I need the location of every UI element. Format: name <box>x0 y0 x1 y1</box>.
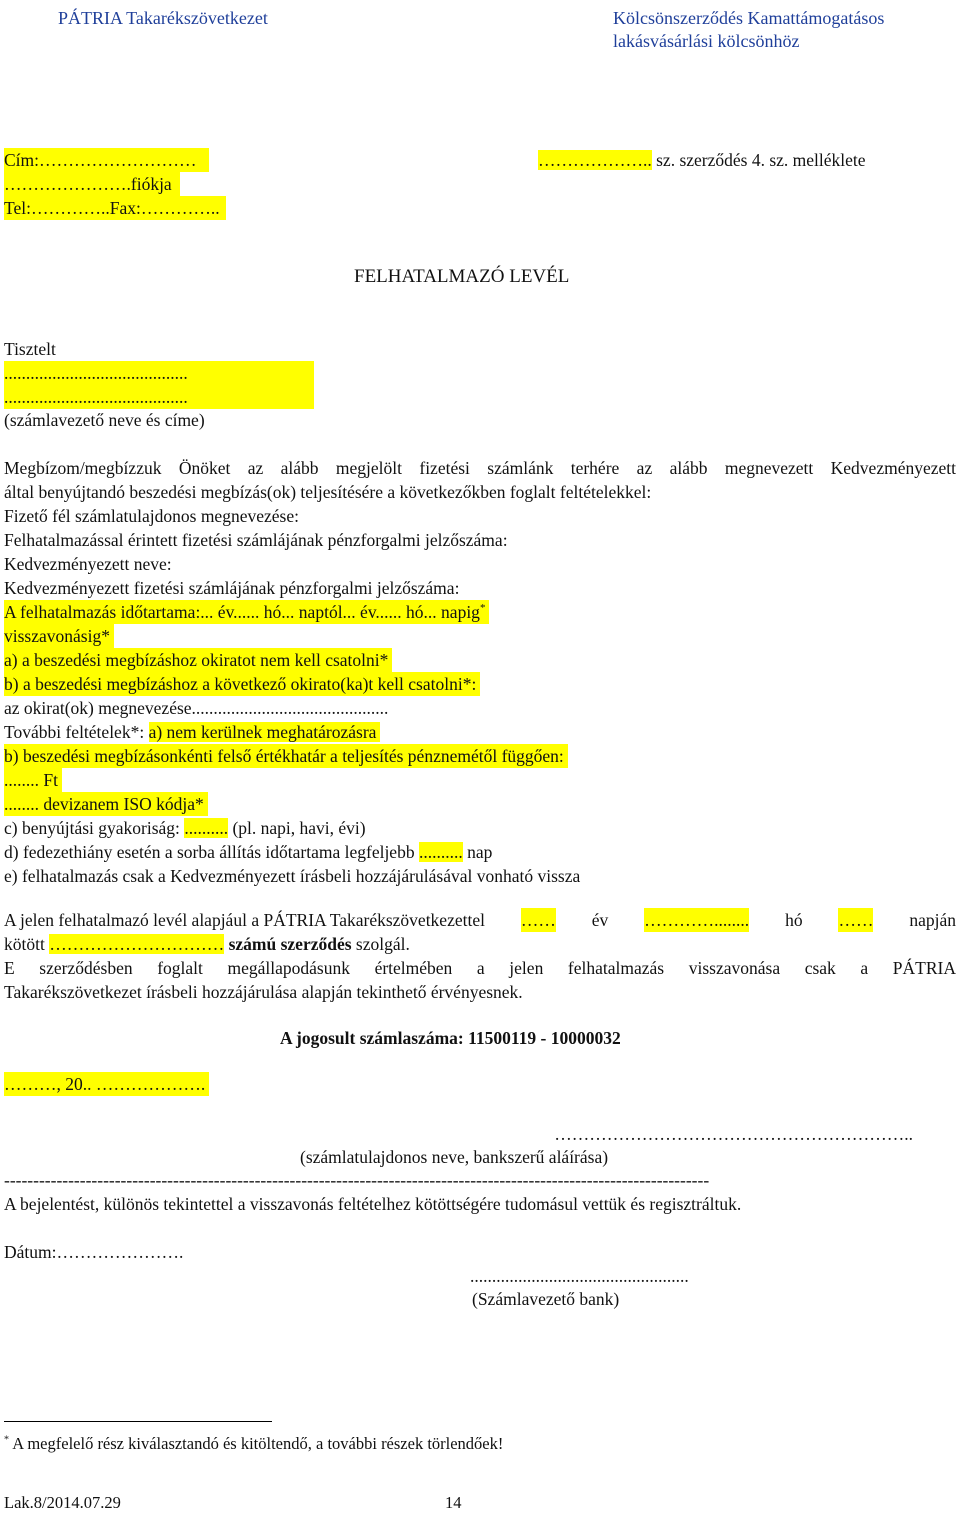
basis-end: szolgál. <box>351 934 410 954</box>
basis-month-blank: …………........ <box>644 910 750 930</box>
further-option-b: b) beszedési megbízásonkénti felső értékhatár a teljesítés pénznemétől függően: <box>4 744 568 768</box>
further-conditions-label: További feltételek*: <box>4 722 149 742</box>
account-holder-label: (számlavezető neve és címe) <box>4 410 205 430</box>
separator-line: ------------------------------------------------------------------------------------------------------------------------- <box>4 1170 710 1190</box>
frequency-blank: .......... <box>184 818 229 838</box>
basis-contract-label: számú szerződés <box>224 934 352 954</box>
place-date: ………, 20.. ………………. <box>4 1072 209 1096</box>
footnote-rule <box>4 1421 272 1422</box>
signature-dots: …………………………………………………….. <box>554 1124 913 1144</box>
field-payer-account: Felhatalmazással érintett fizetési számlájának pénzforgalmi jelzőszáma: <box>4 530 508 550</box>
header-contract-type: Kölcsönszerződés Kamattámogatásos <box>613 8 885 28</box>
frequency-label: c) benyújtási gyakoriság: <box>4 818 185 838</box>
intro-line-2: által benyújtandó beszedési megbízás(ok) teljesítésére a következőkben foglalt feltételekkel: <box>4 482 652 502</box>
bank-signature-label: (Számlavezető bank) <box>472 1289 620 1309</box>
header-contract-subtype: lakásvásárlási kölcsönhöz <box>613 31 800 51</box>
basis-year-label: év <box>591 910 609 930</box>
basis-contract-blank: ………………………… <box>49 934 225 954</box>
frequency-example: (pl. napi, havi, évi) <box>228 818 366 838</box>
header-institution: PÁTRIA Takarékszövetkezet <box>58 8 268 28</box>
beneficiary-account-number: A jogosult számlaszáma: 11500119 - 10000032 <box>280 1028 621 1048</box>
document-title: FELHATALMAZÓ LEVÉL <box>354 266 570 287</box>
signature-label: (számlatulajdonos neve, bankszerű aláírása) <box>300 1147 609 1167</box>
duration-footnote-mark: * <box>479 602 486 615</box>
greeting-dots-line-1: .......................................... <box>4 361 314 385</box>
address-cim: Cím:……………………… <box>4 148 209 172</box>
acknowledgement: A bejelentést, különös tekintettel a visszavonás feltételhez kötöttségére tudomásul vettük és regisztráltuk. <box>4 1194 742 1214</box>
annex-reference <box>538 148 866 172</box>
footnote <box>4 1432 503 1456</box>
revocation-option: visszavonásig* <box>4 624 114 648</box>
option-a-no-document: a) a beszedési megbízáshoz okiratot nem kell csatolni* <box>4 648 392 672</box>
field-beneficiary-name: Kedvezményezett neve: <box>4 554 172 574</box>
footer-reference: Lak.8/2014.07.29 <box>4 1493 121 1512</box>
basis-paragraph-line-2: Takarékszövetkezet írásbeli hozzájárulása alapján tekinthető érvényesnek. <box>4 982 523 1002</box>
duration-option <box>4 600 489 624</box>
limit-iso-currency: ........ devizanem ISO kódja* <box>4 792 208 816</box>
annex-blank: ……………….. <box>538 150 652 170</box>
field-payer-name: Fizető fél számlatulajdonos megnevezése: <box>4 506 299 526</box>
greeting-tisztelt: Tisztelt <box>4 339 56 359</box>
page-number: 14 <box>445 1493 462 1512</box>
basis-kotott: kötött <box>4 934 50 954</box>
deadline-blank: .......... <box>418 842 463 862</box>
bank-signature-dots: .................................................. <box>470 1266 689 1286</box>
address-tel-fax: Tel:…………..Fax:………….. <box>4 196 226 220</box>
deadline-unit: nap <box>462 842 493 862</box>
basis-text: A jelen felhatalmazó levél alapjául a PÁTRIA Takarékszövetkezettel <box>4 910 485 930</box>
basis-month-label: hó <box>785 910 803 930</box>
option-b-document-required: b) a beszedési megbízáshoz a következő okirato(ka)t kell csatolni*: <box>4 672 480 696</box>
deadline-label: d) fedezethiány esetén a sorba állítás időtartama legfeljebb <box>4 842 419 862</box>
basis-line-1 <box>4 908 956 932</box>
documents-name: az okirat(ok) megnevezése............................................. <box>4 698 389 718</box>
footnote-mark: * <box>4 1434 9 1446</box>
basis-day-blank: …… <box>838 910 874 930</box>
limit-ft: ........ Ft <box>4 768 62 792</box>
further-option-a: a) nem kerülnek meghatározásra <box>149 722 381 742</box>
field-beneficiary-account: Kedvezményezett fizetési számlájának pénzforgalmi jelzőszáma: <box>4 578 460 598</box>
frequency-line <box>4 816 366 840</box>
basis-year-blank: …… <box>520 910 556 930</box>
consent-condition: e) felhatalmazás csak a Kedvezményezett írásbeli hozzájárulásával vonható vissza <box>4 866 581 886</box>
duration-text: A felhatalmazás időtartama:... év...... hó... naptól... év...... hó... napig <box>4 602 480 622</box>
intro-line-1: Megbízom/megbízzuk Önöket az alább megjelölt fizetési számlánk terhére az alább megnevezett Kedvezményezett <box>4 458 956 478</box>
further-conditions <box>4 720 380 744</box>
basis-day-label: napján <box>909 910 956 930</box>
basis-paragraph-line-1: E szerződésben foglalt megállapodásunk értelmében a jelen felhatalmazás visszavonása csak a PÁTRIA <box>4 958 956 978</box>
datum-field: Dátum:…………………. <box>4 1242 184 1262</box>
basis-line-2 <box>4 932 410 956</box>
deadline-line <box>4 840 492 864</box>
annex-text: sz. szerződés 4. sz. melléklete <box>651 150 866 170</box>
greeting-dots-line-2: .......................................... <box>4 385 314 409</box>
address-fiokja: ………………….fiókja <box>4 172 180 196</box>
footnote-text: A megfelelő rész kiválasztandó és kitöltendő, a további részek törlendőek! <box>9 1434 504 1453</box>
